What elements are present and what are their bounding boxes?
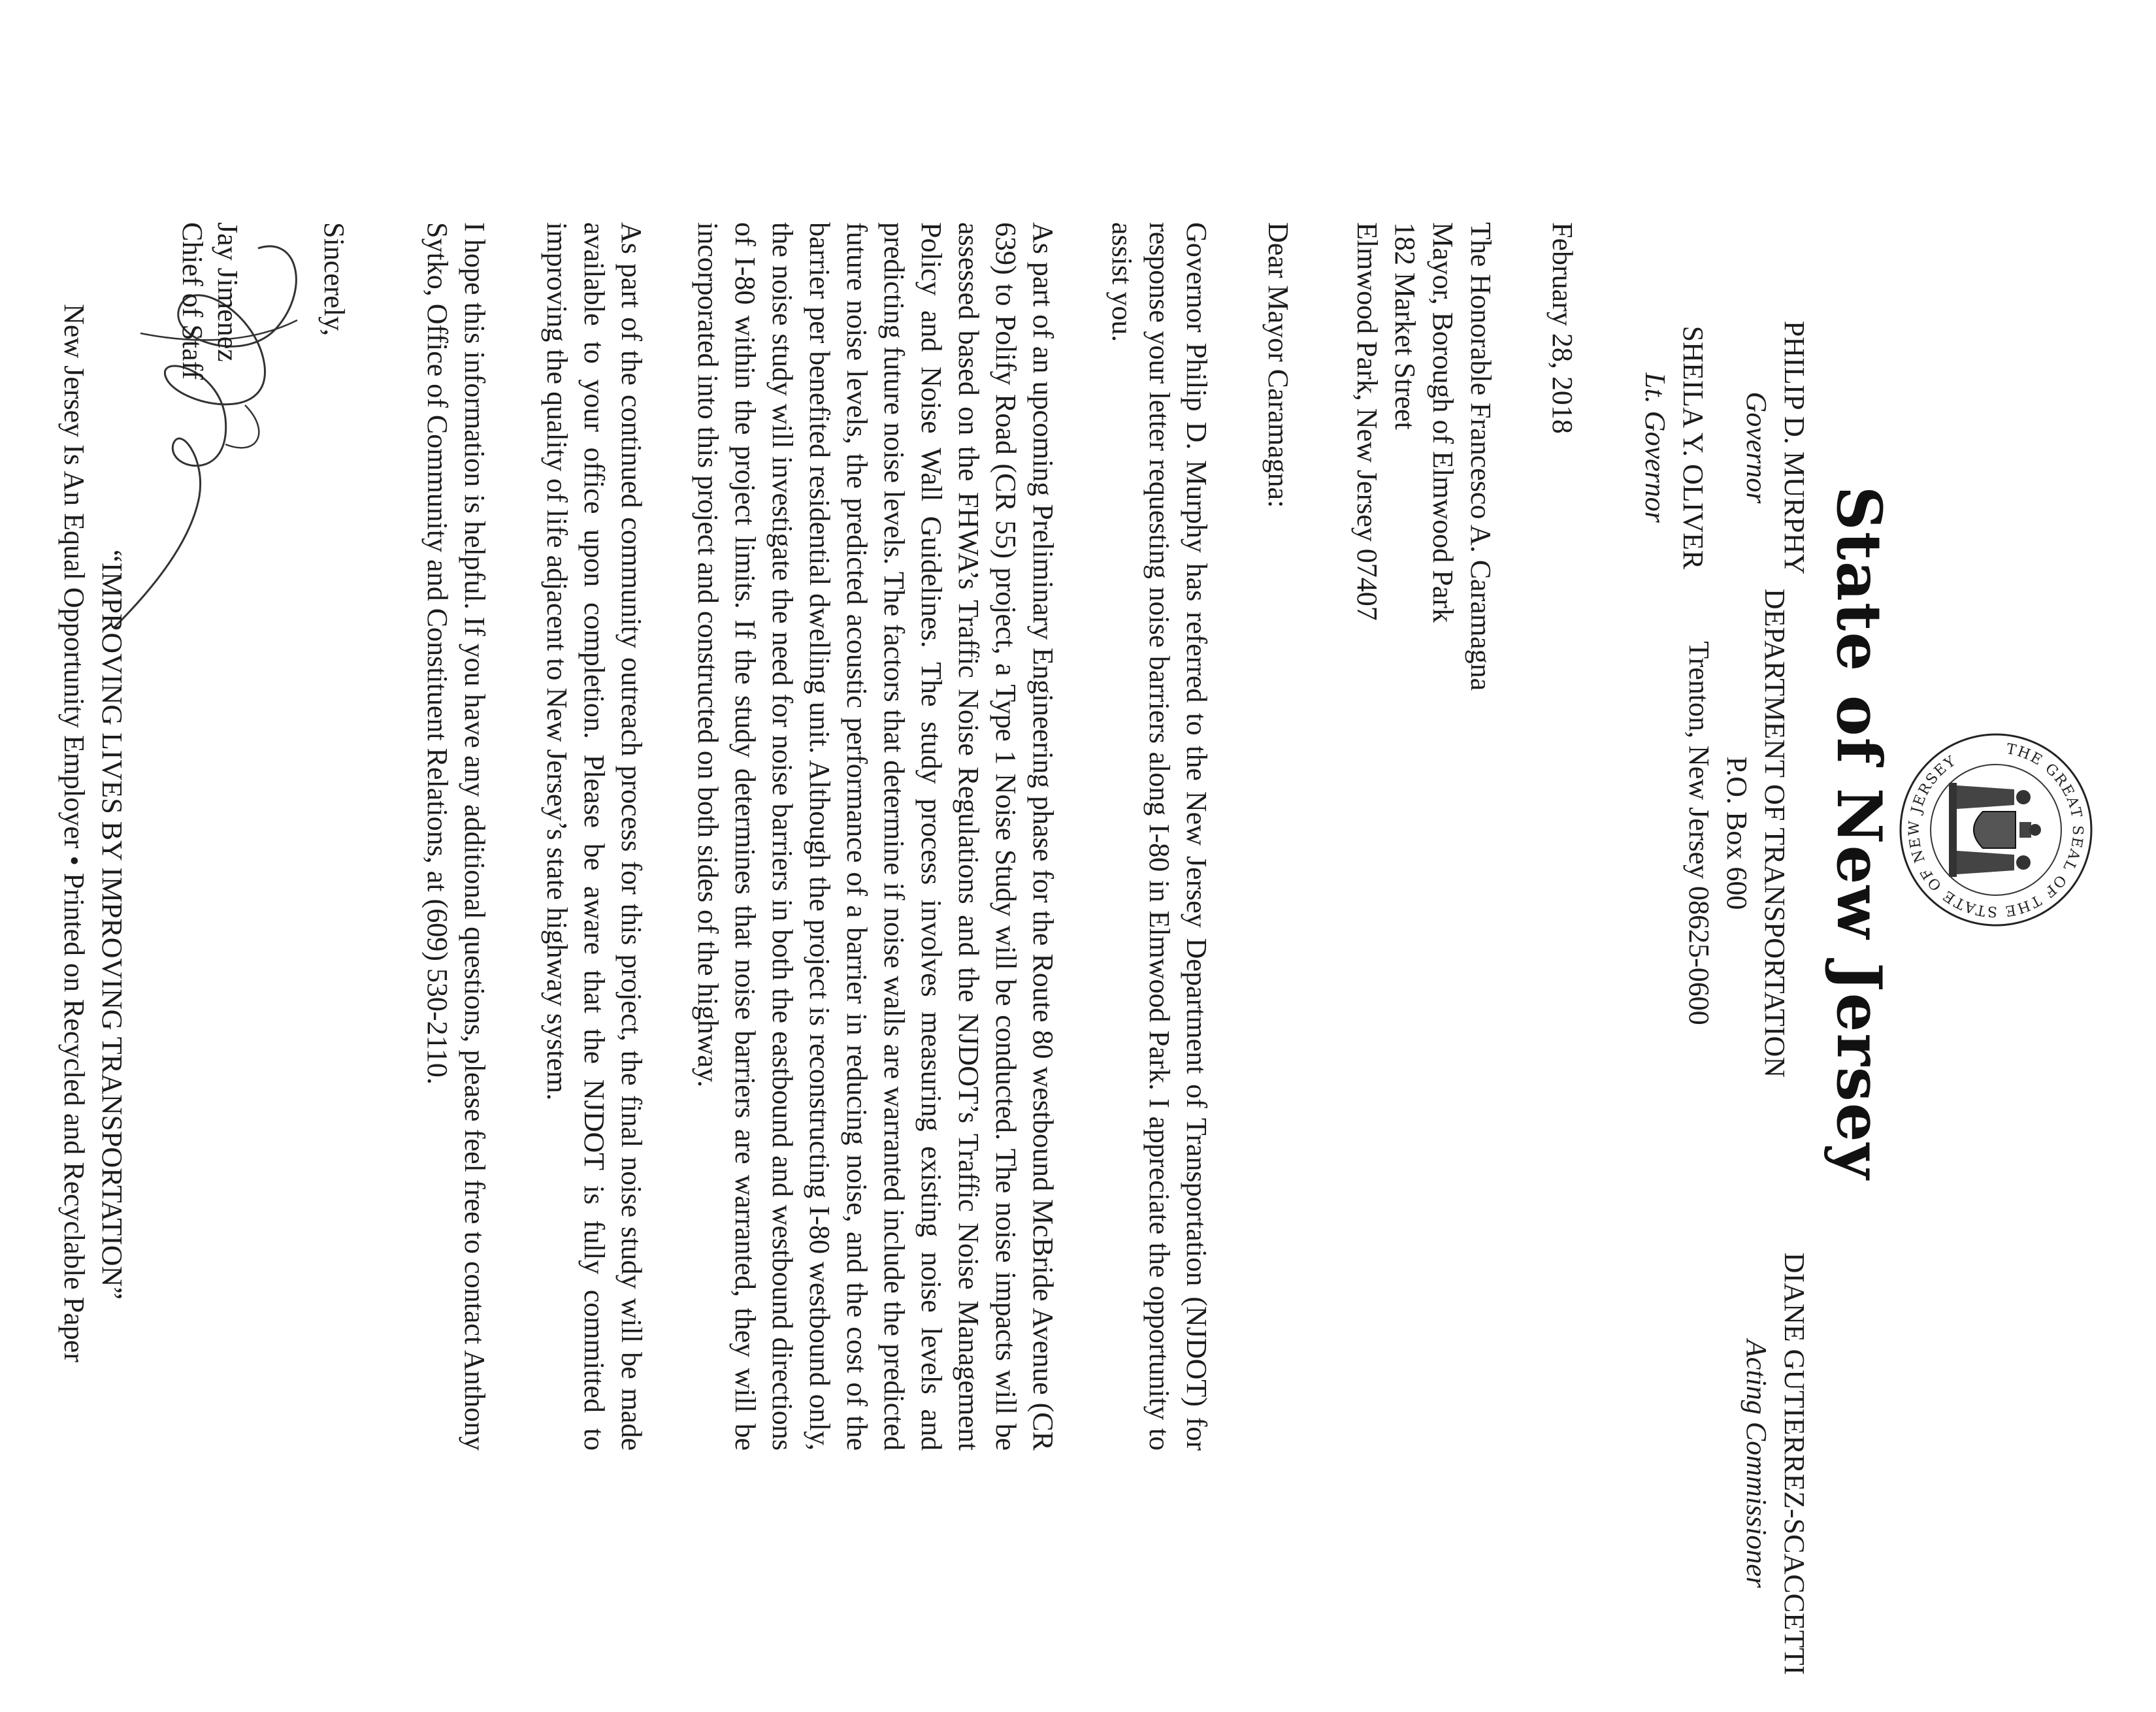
recipient-line-4: Elmwood Park, New Jersey 07407 (1351, 222, 1383, 621)
commissioner-block (1737, 1215, 1813, 1712)
recipient-line-2: Mayor, Borough of Elmwood Park (1427, 222, 1459, 623)
governor-name: PHILIP D. MURPHY (1778, 320, 1810, 575)
recipient-line-1: The Honorable Francesco A. Caramagna (1465, 222, 1497, 691)
department-name: DEPARTMENT OF TRANSPORTATION (1759, 588, 1791, 1078)
recipient-line-3: 182 Market Street (1389, 222, 1421, 430)
footer-motto: “IMPROVING LIVES BY IMPROVING TRANSPORTATION” (96, 550, 128, 1300)
lt-governor-name: SHEILA Y. OLIVER (1677, 325, 1709, 570)
seal-text: THE GREAT SEAL OF THE STATE OF NEW JERSEY (1906, 740, 2086, 920)
lt-governor-title: Lt. Governor (1639, 372, 1671, 523)
body-paragraph: I hope this information is helpful. If you have any additional questions, please feel free to contact Anthony Sytko, Office of Community and Constituent Relations, at (609) 530-2110. (421, 222, 491, 1451)
signer-block (174, 222, 245, 380)
governor-title: Governor (1740, 391, 1772, 504)
recipient-address (1348, 222, 1499, 691)
salutation: Dear Mayor Caramagna: (1262, 222, 1294, 508)
closing: Sincerely, (318, 222, 350, 337)
body-paragraph: As part of an upcoming Preliminary Engineering phase for the Route 80 westbound McBride Avenue (CR 639) to Polify Road (CR 55) project, a Type 1 Noise Study will be conducted. The noise impacts will be assessed based on the FHWA’s Traffic Noise Regulations and the NJDOT’s Traffic Noise Management Policy and Noise Wall Guidelines. The study process involves measuring existing noise levels and predicting future noise levels. The factors that determine if noise walls are warranted include the predicted future noise levels, the predicted acoustic performance of a barrier in reducing noise, and the cost of the barrier per benefited residential dwelling unit. Although the project is reconstructing I-80 westbound only, the noise study will investigate the need for noise barriers in both the eastbound and westbound directions of I-80 within the project limits. If the study determines that noise barriers are warranted, they will be incorporated into this project and constructed on both sides of the highway. (692, 222, 1059, 1451)
commissioner-name: DIANE GUTIERREZ-SCACCETTI (1778, 1252, 1810, 1675)
state-seal-icon (1898, 732, 2094, 928)
signer-name: Jay Jimenez (212, 222, 244, 362)
footer (55, 0, 131, 1666)
signer-title: Chief of Staff (176, 222, 208, 380)
body-paragraph: As part of the continued community outreach process for this project, the final noise study will be made available to your office upon completion. Please be aware that the NJDOT is fully committed to improving the quality of life adjacent to New Jersey’s state highway system. (541, 222, 647, 1451)
city-line: Trenton, New Jersey 08625-0600 (1683, 641, 1715, 1025)
po-box: P.O. Box 600 (1721, 756, 1753, 910)
letter-date: February 28, 2018 (1546, 222, 1578, 434)
body-paragraph: Governor Philip D. Murphy has referred to the New Jersey Department of Transportation (NJDOT) for response your letter requesting noise barriers along I-80 in Elmwood Park. I appreciate the opportunity to assist you. (1106, 222, 1213, 1451)
footer-employer-line: New Jersey Is An Equal Opportunity Employer • Printed on Recycled and Recyclable Paper (58, 304, 90, 1362)
commissioner-title: Acting Commissioner (1740, 1339, 1772, 1589)
masthead-title: State of New Jersey (1823, 486, 1895, 1181)
